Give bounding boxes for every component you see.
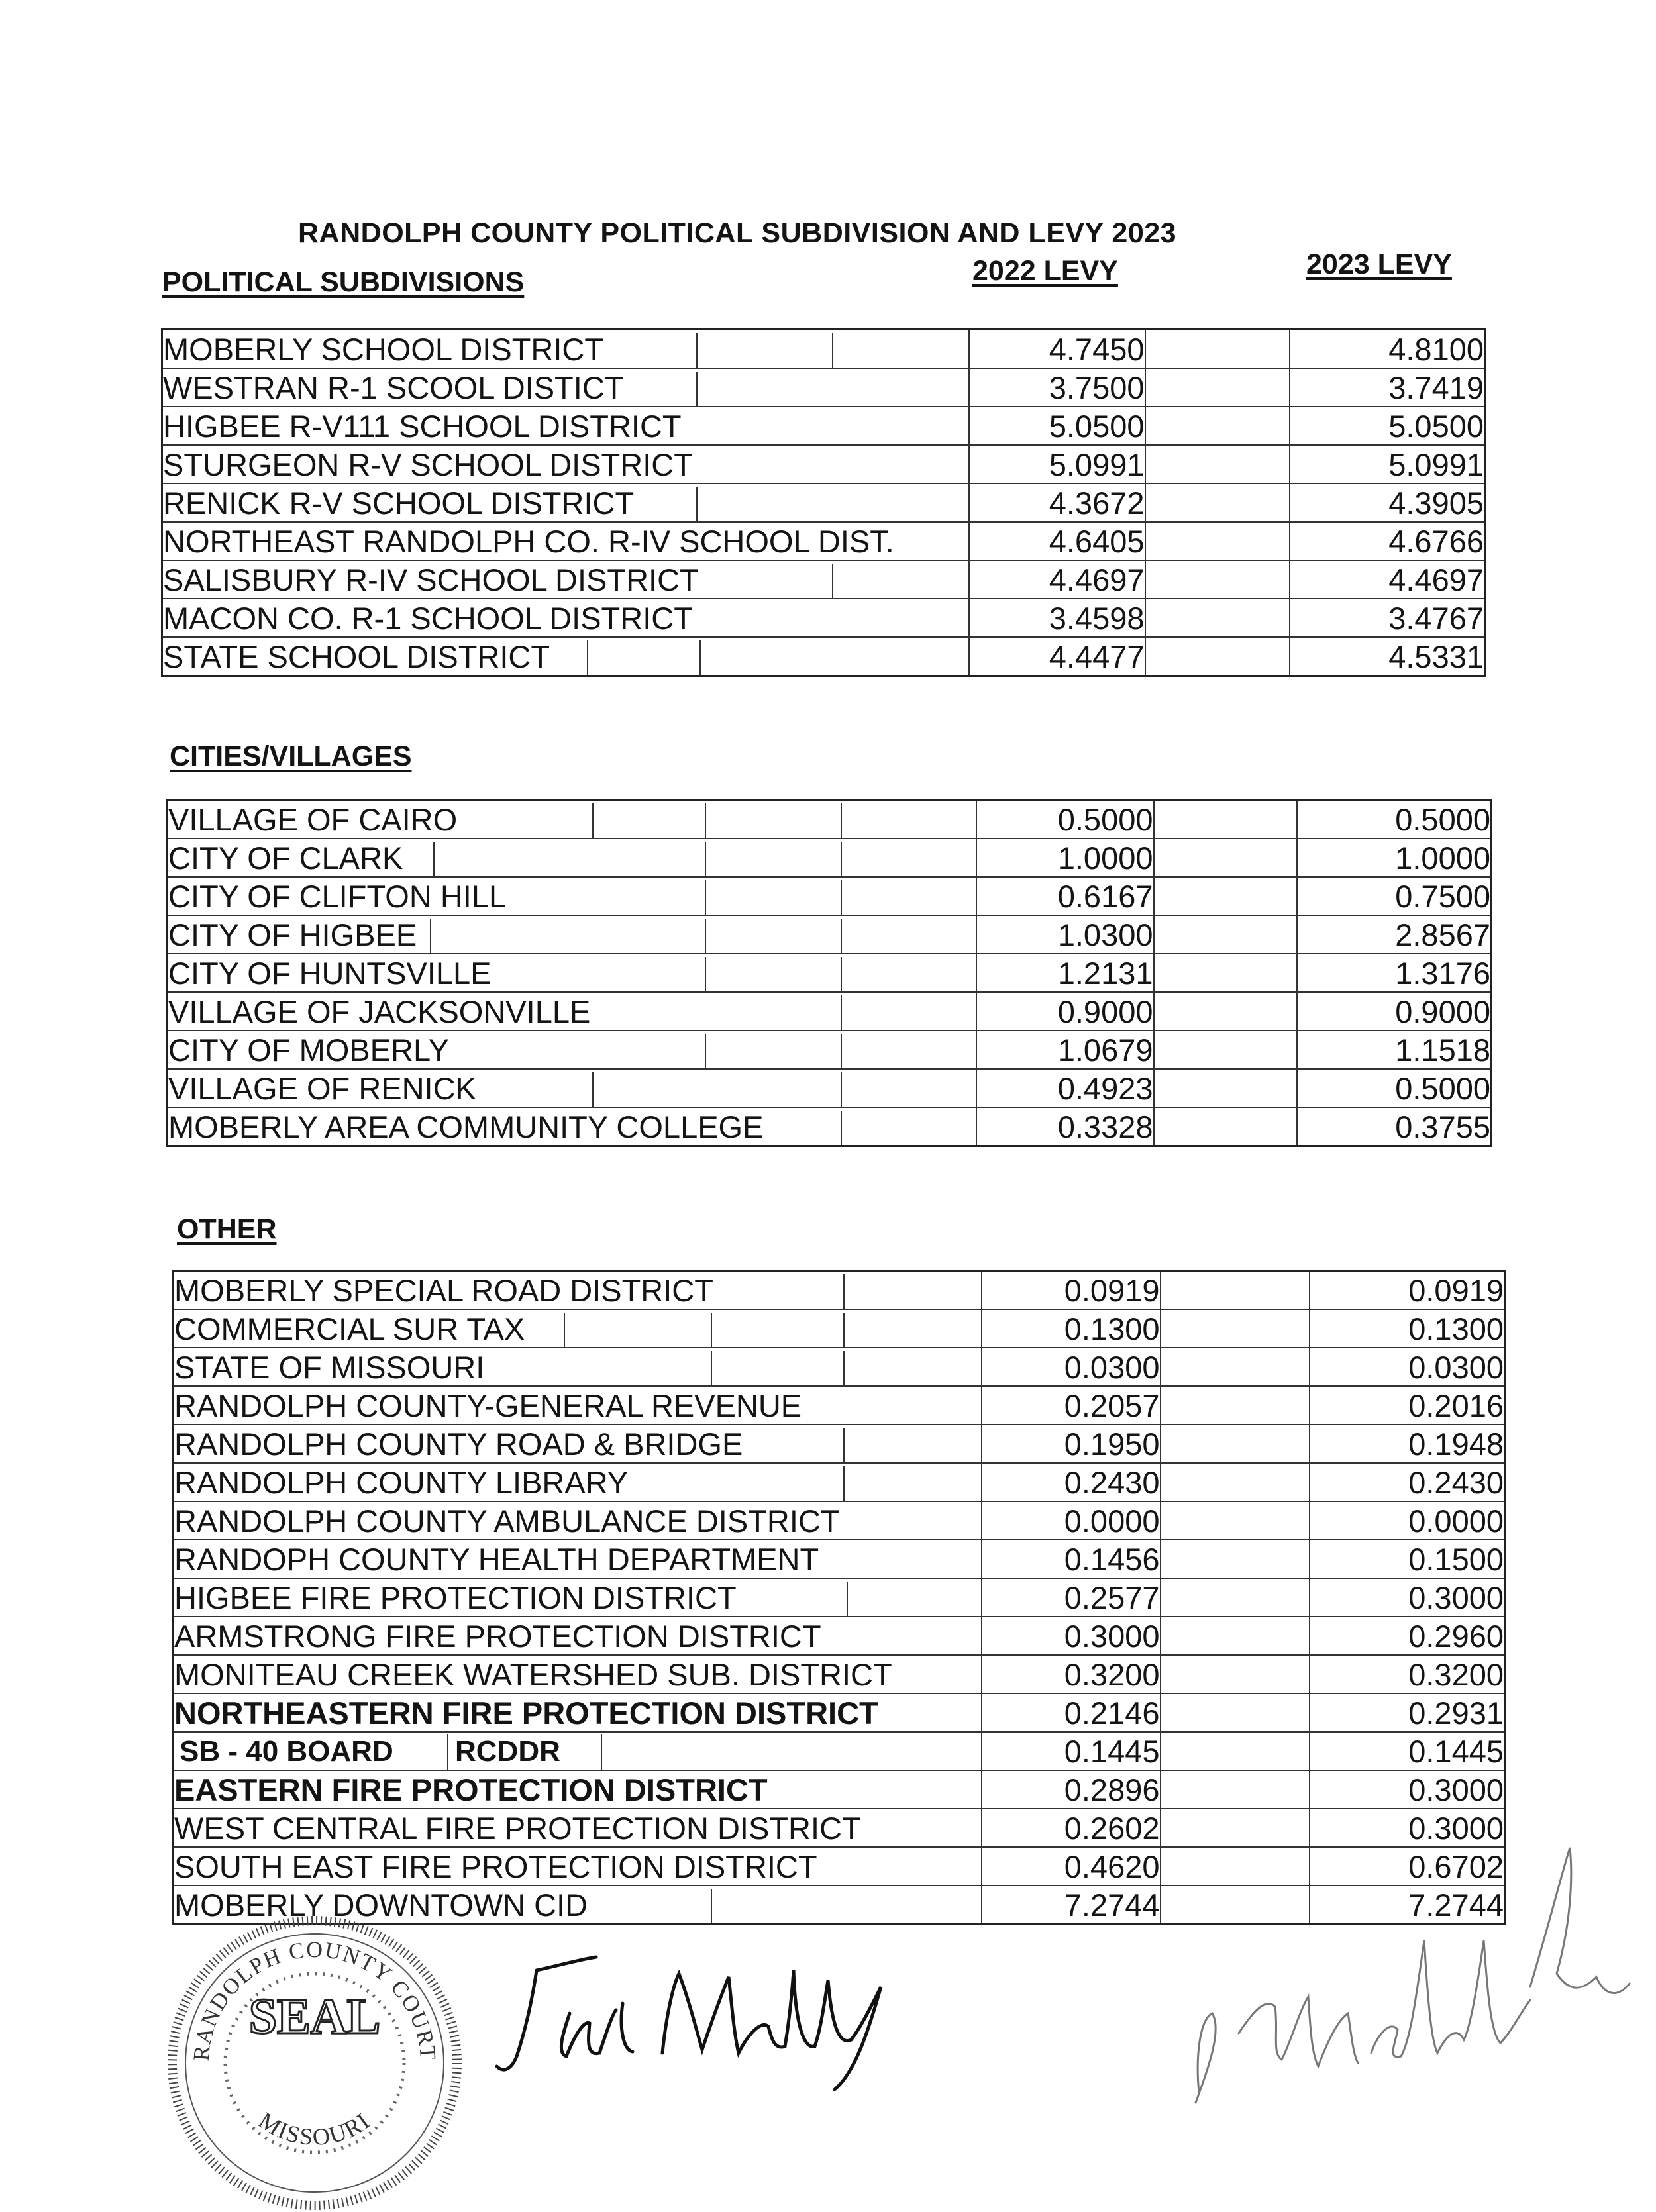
cell-divider (841, 803, 842, 838)
cell-divider (841, 919, 842, 953)
signature-left (490, 1940, 888, 2093)
cell-divider (843, 1274, 845, 1309)
subdivision-name: MOBERLY SCHOOL DISTRICT (163, 332, 604, 367)
empty-cell (1154, 800, 1297, 839)
table-row (168, 915, 1492, 954)
empty-cell (1161, 1271, 1310, 1310)
table-row (174, 1770, 1505, 1809)
row-name-cell (168, 992, 976, 1031)
row-name-cell (168, 1031, 976, 1069)
empty-cell (1145, 483, 1290, 522)
seal-top-text: RANDOLPH COUNTY COURT (189, 1937, 440, 2062)
levy-2022-value: 1.0679 (976, 1031, 1154, 1069)
cell-divider (433, 842, 435, 876)
subdivision-name: VILLAGE OF JACKSONVILLE (168, 994, 591, 1029)
table-row (168, 800, 1492, 839)
row-name-cell (168, 800, 976, 839)
levy-2022-value: 0.0300 (982, 1348, 1161, 1386)
subdivision-name: MONITEAU CREEK WATERSHED SUB. DISTRICT (174, 1657, 892, 1692)
table-row (162, 330, 1485, 369)
table-row (162, 483, 1485, 522)
cell-divider (696, 333, 698, 368)
cell-divider (592, 803, 594, 838)
levy-2023-value: 5.0500 (1290, 407, 1485, 445)
levy-2022-header: 2022 LEVY (972, 255, 1118, 287)
row-name-cell (174, 1540, 982, 1578)
row-name-cell (174, 1348, 982, 1386)
row-name-cell (174, 1809, 982, 1847)
levy-2023-value: 1.3176 (1297, 954, 1492, 992)
table-row (168, 1069, 1492, 1107)
empty-cell (1161, 1578, 1310, 1617)
subdivision-name: ARMSTRONG FIRE PROTECTION DISTRICT (174, 1619, 821, 1654)
levy-2023-value: 3.7419 (1290, 368, 1485, 407)
levy-2022-value: 0.2602 (982, 1809, 1161, 1847)
signature-stroke (1371, 1940, 1530, 2057)
table-row (162, 560, 1485, 599)
levy-2023-value: 0.9000 (1297, 992, 1492, 1031)
cell-divider (696, 487, 698, 521)
row-name-cell (168, 1069, 976, 1107)
table-row (168, 992, 1492, 1031)
subdivision-name: WESTRAN R-1 SCOOL DISTICT (163, 370, 624, 405)
levy-2022-value: 3.7500 (969, 368, 1145, 407)
row-name-cell (168, 1107, 976, 1146)
cell-divider (705, 1034, 706, 1068)
table-row (162, 599, 1485, 637)
levy-2023-value: 0.2430 (1310, 1463, 1505, 1501)
levy-2023-value: 2.8567 (1297, 915, 1492, 954)
table-row (174, 1693, 1505, 1732)
row-name-cell (174, 1885, 982, 1925)
table-row (174, 1271, 1505, 1310)
empty-cell (1154, 954, 1297, 992)
levy-2022-value: 0.5000 (976, 800, 1154, 839)
levy-2023-value: 0.7500 (1297, 877, 1492, 915)
row-name-cell (168, 838, 976, 877)
political-subdivisions-header: POLITICAL SUBDIVISIONS (162, 266, 525, 298)
subdivision-name: SALISBURY R-IV SCHOOL DISTRICT (163, 562, 699, 597)
levy-2023-value: 1.0000 (1297, 838, 1492, 877)
levy-2022-value: 0.3200 (982, 1655, 1161, 1693)
subdivision-name: EASTERN FIRE PROTECTION DISTRICT (174, 1772, 768, 1807)
table-row (168, 1107, 1492, 1146)
row-name-cell (174, 1693, 982, 1732)
row-name-cell (174, 1578, 982, 1617)
row-name-cell (162, 330, 969, 369)
row-name-cell (168, 954, 976, 992)
subdivision-name: CITY OF CLARK (168, 840, 403, 876)
levy-2022-value: 1.0300 (976, 915, 1154, 954)
table-row (168, 954, 1492, 992)
cell-divider (587, 640, 588, 675)
empty-cell (1154, 915, 1297, 954)
subdivision-name: VILLAGE OF RENICK (168, 1071, 476, 1106)
table-row (174, 1309, 1505, 1348)
levy-2023-value: 0.5000 (1297, 1069, 1492, 1107)
levy-2023-value: 4.8100 (1290, 330, 1485, 369)
table-row (174, 1348, 1505, 1386)
other-heading: OTHER (177, 1213, 277, 1245)
row-name-cell (162, 368, 969, 407)
levy-2022-value: 0.1445 (982, 1732, 1161, 1770)
row-name-cell (162, 637, 969, 676)
cell-divider (841, 957, 842, 991)
levy-2023-header: 2023 LEVY (1306, 248, 1452, 280)
levy-2022-value: 0.6167 (976, 877, 1154, 915)
levy-2023-value: 1.1518 (1297, 1031, 1492, 1069)
levy-2023-value: 0.3000 (1310, 1770, 1505, 1809)
empty-cell (1161, 1425, 1310, 1463)
levy-2023-value: 5.0991 (1290, 445, 1485, 483)
levy-2022-value: 0.3000 (982, 1617, 1161, 1655)
table-row (174, 1425, 1505, 1463)
levy-2022-value: 0.2146 (982, 1693, 1161, 1732)
table-row (162, 368, 1485, 407)
table-row (174, 1501, 1505, 1540)
levy-2023-value: 0.6702 (1310, 1847, 1505, 1885)
row-name-cell (162, 560, 969, 599)
levy-2023-value: 0.3755 (1297, 1107, 1492, 1146)
empty-cell (1161, 1501, 1310, 1540)
empty-cell (1161, 1617, 1310, 1655)
subdivision-name: COMMERCIAL SUR TAX (174, 1311, 525, 1346)
cell-divider (841, 880, 842, 915)
row-name-cell (174, 1425, 982, 1463)
levy-2023-value: 0.3000 (1310, 1578, 1505, 1617)
empty-cell (1145, 599, 1290, 637)
levy-2023-value: 0.1500 (1310, 1540, 1505, 1578)
empty-cell (1161, 1770, 1310, 1809)
county-seal (166, 1914, 464, 2212)
cities-table (166, 799, 1492, 1147)
levy-2022-value: 3.4598 (969, 599, 1145, 637)
subdivision-name: SOUTH EAST FIRE PROTECTION DISTRICT (174, 1849, 817, 1884)
empty-cell (1145, 637, 1290, 676)
cell-divider (711, 1351, 712, 1385)
levy-2022-value: 0.2057 (982, 1386, 1161, 1425)
row-name-cell (162, 483, 969, 522)
levy-2022-value: 0.9000 (976, 992, 1154, 1031)
seal-bottom-text: MISSOURI (254, 2107, 376, 2151)
signature-stroke (1196, 2013, 1216, 2103)
table-row (174, 1540, 1505, 1578)
signature-stroke (497, 1957, 596, 2070)
empty-cell (1154, 1031, 1297, 1069)
signature-right (1159, 1841, 1636, 2119)
subdivision-name: CITY OF HUNTSVILLE (168, 956, 492, 991)
subdivision-name: CITY OF HIGBEE (168, 917, 417, 952)
levy-2022-value: 0.2430 (982, 1463, 1161, 1501)
row-name-cell (162, 599, 969, 637)
row-name-cell (174, 1271, 982, 1310)
seal-ring (172, 1921, 457, 2205)
levy-2023-value: 4.3905 (1290, 483, 1485, 522)
row-name-cell (174, 1463, 982, 1501)
subdivision-name: RANDOPH COUNTY HEALTH DEPARTMENT (174, 1542, 819, 1577)
levy-2023-value: 0.2960 (1310, 1617, 1505, 1655)
subdivision-name: STURGEON R-V SCHOOL DISTRICT (163, 447, 693, 482)
subdivision-name: WEST CENTRAL FIRE PROTECTION DISTRICT (174, 1811, 861, 1846)
levy-2022-value: 0.0000 (982, 1501, 1161, 1540)
row-name-cell (174, 1655, 982, 1693)
subdivision-name: CITY OF MOBERLY (168, 1032, 449, 1068)
levy-2022-value: 0.4620 (982, 1847, 1161, 1885)
levy-2023-value: 0.1300 (1310, 1309, 1505, 1348)
empty-cell (1145, 368, 1290, 407)
cell-divider (705, 957, 706, 991)
subdivision-name: MOBERLY SPECIAL ROAD DISTRICT (174, 1273, 713, 1308)
table-row (168, 838, 1492, 877)
subdivision-name: NORTHEAST RANDOLPH CO. R-IV SCHOOL DIST. (163, 524, 894, 559)
subdivision-name: HIGBEE FIRE PROTECTION DISTRICT (174, 1580, 737, 1615)
cell-divider (841, 1072, 842, 1107)
row-name-cell (168, 877, 976, 915)
cell-divider (841, 1034, 842, 1068)
subdivision-name: RENICK R-V SCHOOL DISTRICT (163, 485, 635, 521)
levy-2022-value: 5.0500 (969, 407, 1145, 445)
cell-divider (705, 803, 706, 838)
levy-2022-value: 4.3672 (969, 483, 1145, 522)
subdivision-name: RANDOLPH COUNTY AMBULANCE DISTRICT (174, 1503, 840, 1538)
subdivision-name-secondary: RCDDR (448, 1734, 602, 1770)
subdivision-name: MOBERLY DOWNTOWN CID (174, 1887, 588, 1923)
empty-cell (1145, 522, 1290, 560)
levy-2023-value: 0.1948 (1310, 1425, 1505, 1463)
empty-cell (1154, 838, 1297, 877)
levy-2022-value: 4.4477 (969, 637, 1145, 676)
subdivision-name: STATE SCHOOL DISTRICT (163, 639, 550, 674)
row-name-cell (162, 522, 969, 560)
cell-divider (711, 1889, 712, 1923)
cell-divider (592, 1072, 594, 1107)
row-name-cell (174, 1501, 982, 1540)
empty-cell (1161, 1655, 1310, 1693)
levy-2022-value: 1.2131 (976, 954, 1154, 992)
levy-2023-value: 0.0000 (1310, 1501, 1505, 1540)
levy-2023-value: 0.1445 (1310, 1732, 1505, 1770)
subdivision-name: SB - 40 BOARD (174, 1734, 448, 1770)
signature-stroke (1239, 1997, 1358, 2066)
levy-2023-value: 0.5000 (1297, 800, 1492, 839)
subdivision-name: HIGBEE R-V111 SCHOOL DISTRICT (163, 409, 682, 444)
row-name-cell (162, 445, 969, 483)
cell-divider (705, 919, 706, 953)
empty-cell (1154, 877, 1297, 915)
cell-divider (847, 1582, 848, 1616)
levy-2023-value: 4.4697 (1290, 560, 1485, 599)
levy-2022-value: 1.0000 (976, 838, 1154, 877)
table-row (162, 637, 1485, 676)
subdivision-name: RANDOLPH COUNTY LIBRARY (174, 1465, 629, 1500)
levy-2023-value: 0.3200 (1310, 1655, 1505, 1693)
row-name-cell (168, 915, 976, 954)
cell-divider (705, 842, 706, 876)
cell-divider (564, 1313, 565, 1347)
levy-2023-value: 0.0300 (1310, 1348, 1505, 1386)
table-row (168, 1031, 1492, 1069)
row-name-cell (174, 1770, 982, 1809)
empty-cell (1161, 1693, 1310, 1732)
document-title: RANDOLPH COUNTY POLITICAL SUBDIVISION AND LEVY 2023 (298, 217, 1177, 249)
cell-divider (841, 995, 842, 1030)
cell-divider (841, 1111, 842, 1145)
row-name-cell (174, 1617, 982, 1655)
table-row (168, 877, 1492, 915)
cell-divider (699, 640, 701, 675)
row-name-cell (174, 1309, 982, 1348)
levy-2022-value: 4.4697 (969, 560, 1145, 599)
table-row (174, 1463, 1505, 1501)
levy-2022-value: 0.2896 (982, 1770, 1161, 1809)
cell-divider (843, 1428, 845, 1462)
levy-2023-value: 0.3000 (1310, 1809, 1505, 1847)
empty-cell (1145, 445, 1290, 483)
cell-divider (696, 372, 698, 406)
levy-2022-value: 5.0991 (969, 445, 1145, 483)
levy-2022-value: 0.1300 (982, 1309, 1161, 1348)
empty-cell (1145, 330, 1290, 369)
empty-cell (1161, 1463, 1310, 1501)
cell-divider (832, 333, 833, 368)
subdivision-name: NORTHEASTERN FIRE PROTECTION DISTRICT (174, 1695, 878, 1731)
subdivision-name: MOBERLY AREA COMMUNITY COLLEGE (168, 1109, 764, 1144)
signature-stroke (662, 1970, 881, 2089)
cell-divider (843, 1313, 845, 1347)
cell-divider (832, 564, 833, 598)
empty-cell (1154, 1069, 1297, 1107)
signature-stroke (561, 2003, 633, 2056)
table-row (174, 1655, 1505, 1693)
table-row (162, 445, 1485, 483)
empty-cell (1161, 1732, 1310, 1770)
signature-stroke (1530, 1848, 1630, 1993)
empty-cell (1161, 1309, 1310, 1348)
cell-divider (843, 1351, 845, 1385)
table-row (162, 407, 1485, 445)
levy-2023-value: 7.2744 (1310, 1885, 1505, 1925)
empty-cell (1161, 1386, 1310, 1425)
levy-2022-value: 0.0919 (982, 1271, 1161, 1310)
subdivision-name: CITY OF CLIFTON HILL (168, 879, 507, 914)
row-name-cell (162, 407, 969, 445)
empty-cell (1154, 992, 1297, 1031)
empty-cell (1154, 1107, 1297, 1146)
levy-2022-value: 0.2577 (982, 1578, 1161, 1617)
cities-villages-heading: CITIES/VILLAGES (170, 740, 412, 772)
cell-divider (711, 1313, 712, 1347)
schools-table (161, 328, 1486, 677)
row-name-cell (174, 1386, 982, 1425)
levy-2023-value: 0.0919 (1310, 1271, 1505, 1310)
subdivision-name: MACON CO. R-1 SCHOOL DISTRICT (163, 601, 693, 636)
row-name-cell (174, 1847, 982, 1885)
levy-2022-value: 0.4923 (976, 1069, 1154, 1107)
subdivision-name: VILLAGE OF CAIRO (168, 802, 458, 837)
cell-divider (841, 842, 842, 876)
levy-2022-value: 0.1950 (982, 1425, 1161, 1463)
levy-2023-value: 0.2016 (1310, 1386, 1505, 1425)
levy-2023-value: 4.5331 (1290, 637, 1485, 676)
levy-2023-value: 4.6766 (1290, 522, 1485, 560)
subdivision-name: RANDOLPH COUNTY-GENERAL REVENUE (174, 1388, 802, 1423)
levy-2022-value: 4.7450 (969, 330, 1145, 369)
subdivision-name: STATE OF MISSOURI (174, 1350, 485, 1385)
table-row (174, 1617, 1505, 1655)
row-name-cell (174, 1732, 982, 1770)
levy-2023-value: 0.2931 (1310, 1693, 1505, 1732)
table-row (174, 1578, 1505, 1617)
levy-2022-value: 4.6405 (969, 522, 1145, 560)
empty-cell (1145, 407, 1290, 445)
table-row (162, 522, 1485, 560)
seal-center-text: SEAL (248, 1989, 381, 2044)
empty-cell (1161, 1540, 1310, 1578)
other-table (172, 1270, 1506, 1925)
cell-divider (705, 880, 706, 915)
table-row (174, 1386, 1505, 1425)
subdivision-name: RANDOLPH COUNTY ROAD & BRIDGE (174, 1427, 743, 1462)
empty-cell (1161, 1348, 1310, 1386)
levy-2022-value: 0.1456 (982, 1540, 1161, 1578)
levy-2022-value: 0.3328 (976, 1107, 1154, 1146)
table-row (174, 1732, 1505, 1770)
cell-divider (843, 1466, 845, 1501)
empty-cell (1145, 560, 1290, 599)
levy-2022-value: 7.2744 (982, 1885, 1161, 1925)
cell-divider (430, 919, 431, 953)
levy-2023-value: 3.4767 (1290, 599, 1485, 637)
